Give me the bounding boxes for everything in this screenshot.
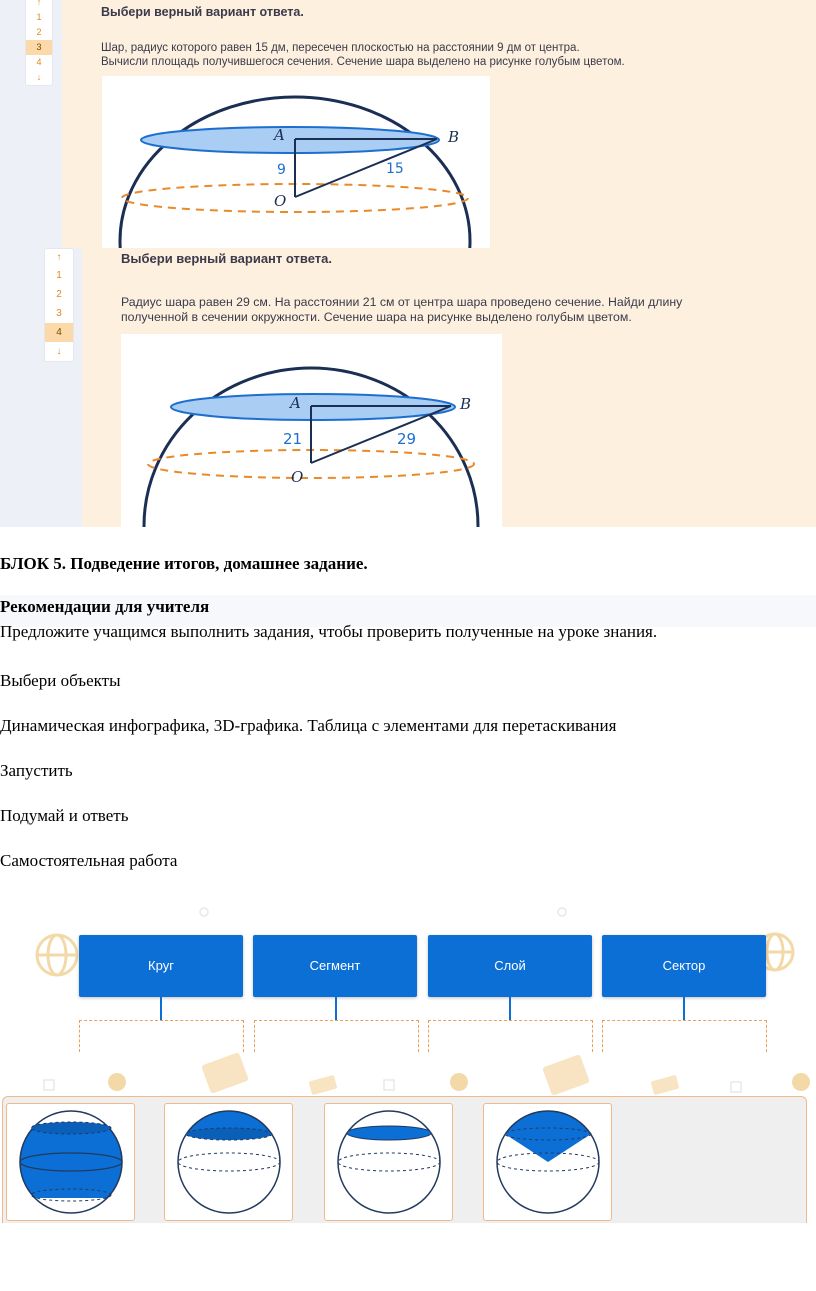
nav-item-2[interactable]: 2 xyxy=(36,27,42,37)
drop-slot[interactable] xyxy=(254,1020,419,1052)
nav-item-3[interactable]: 3 xyxy=(26,40,52,55)
nav-item-4[interactable]: 4 xyxy=(36,57,42,67)
question-text xyxy=(121,295,682,325)
draggable-card[interactable] xyxy=(483,1103,612,1221)
nav-down-arrow[interactable]: ↓ xyxy=(56,346,62,357)
sphere-diagram xyxy=(121,334,502,527)
category-sektor[interactable]: Сектор xyxy=(602,935,766,997)
question-text xyxy=(101,41,625,69)
label-a: A xyxy=(290,394,301,412)
label-leg: 9 xyxy=(277,162,286,178)
sphere-figure xyxy=(102,76,490,248)
label-o: O xyxy=(291,468,304,486)
question-text-line: Вычисли площадь получившегося сечения. Сечение шара выделено на рисунке голубым цветом. xyxy=(101,56,625,68)
question-text-line: Шар, радиус которого равен 15 дм, пересечен плоскостью на расстоянии 9 дм от центра. xyxy=(101,42,580,54)
task-screenshot-2 xyxy=(0,248,816,527)
category-krug[interactable]: Круг xyxy=(79,935,243,997)
drop-slot[interactable] xyxy=(79,1020,244,1052)
activity-item: Подумай и ответь xyxy=(0,806,129,825)
nav-up-arrow[interactable]: ↑ xyxy=(36,0,42,7)
connector xyxy=(683,997,685,1021)
drop-slot[interactable] xyxy=(428,1020,593,1052)
connector xyxy=(509,997,511,1021)
category-segment[interactable]: Сегмент xyxy=(253,935,417,997)
draggable-card[interactable] xyxy=(324,1103,453,1221)
drop-slot[interactable] xyxy=(602,1020,767,1052)
draggable-card[interactable] xyxy=(164,1103,293,1221)
sphere-circle-icon xyxy=(325,1104,452,1220)
connector xyxy=(160,997,162,1021)
nav-down-arrow[interactable]: ↓ xyxy=(36,72,42,82)
label-hyp: 15 xyxy=(386,161,404,177)
nav-item-1[interactable]: 1 xyxy=(36,12,42,22)
nav-up-arrow[interactable]: ↑ xyxy=(56,252,62,263)
sphere-figure xyxy=(121,334,502,527)
drag-drop-screenshot xyxy=(0,900,816,1222)
globe-icon xyxy=(37,935,77,975)
activity-item: Выбери объекты xyxy=(0,671,121,690)
sphere-layer-icon xyxy=(7,1104,134,1220)
activity-item: Самостоятельная работа xyxy=(0,851,178,870)
question-text-line: полученной в сечении окружности. Сечение шара на рисунке выделено голубым цветом. xyxy=(121,310,632,324)
sphere-segment-icon xyxy=(165,1104,292,1220)
recommendation-heading: Рекомендации для учителя xyxy=(0,597,210,616)
question-title: Выбери верный вариант ответа. xyxy=(121,251,332,266)
question-title: Выбери верный вариант ответа. xyxy=(101,5,304,19)
question-nav xyxy=(25,0,53,86)
label-b: B xyxy=(448,128,460,146)
task-screenshot-1 xyxy=(0,0,816,248)
question-nav xyxy=(44,248,74,362)
connector xyxy=(335,997,337,1021)
nav-item-2[interactable]: 2 xyxy=(56,289,62,300)
activity-item: Динамическая инфографика, 3D-графика. Таблица с элементами для перетаскивания xyxy=(0,716,617,735)
question-text-line: Радиус шара равен 29 см. На расстоянии 21 см от центра шара проведено сечение. Найди длину xyxy=(121,295,683,309)
background-decor xyxy=(0,900,816,1100)
nav-item-1[interactable]: 1 xyxy=(56,270,62,281)
draggable-card[interactable] xyxy=(6,1103,135,1221)
label-o: O xyxy=(274,192,287,210)
label-a: A xyxy=(274,126,285,144)
sphere-sector-icon xyxy=(484,1104,611,1220)
block-heading: БЛОК 5. Подведение итогов, домашнее задание. xyxy=(0,554,368,573)
book-icon xyxy=(201,1052,249,1094)
book-icon xyxy=(542,1054,590,1096)
sphere-diagram xyxy=(102,76,490,248)
label-hyp: 29 xyxy=(397,430,417,448)
label-leg: 21 xyxy=(283,430,303,448)
category-sloy[interactable]: Слой xyxy=(428,935,592,997)
label-b: B xyxy=(460,395,472,413)
nav-item-4[interactable]: 4 xyxy=(45,323,73,342)
recommendation-text: Предложите учащимся выполнить задания, чтобы проверить полученные на уроке знания. xyxy=(0,622,658,641)
nav-item-3[interactable]: 3 xyxy=(56,308,62,319)
activity-item: Запустить xyxy=(0,761,73,780)
